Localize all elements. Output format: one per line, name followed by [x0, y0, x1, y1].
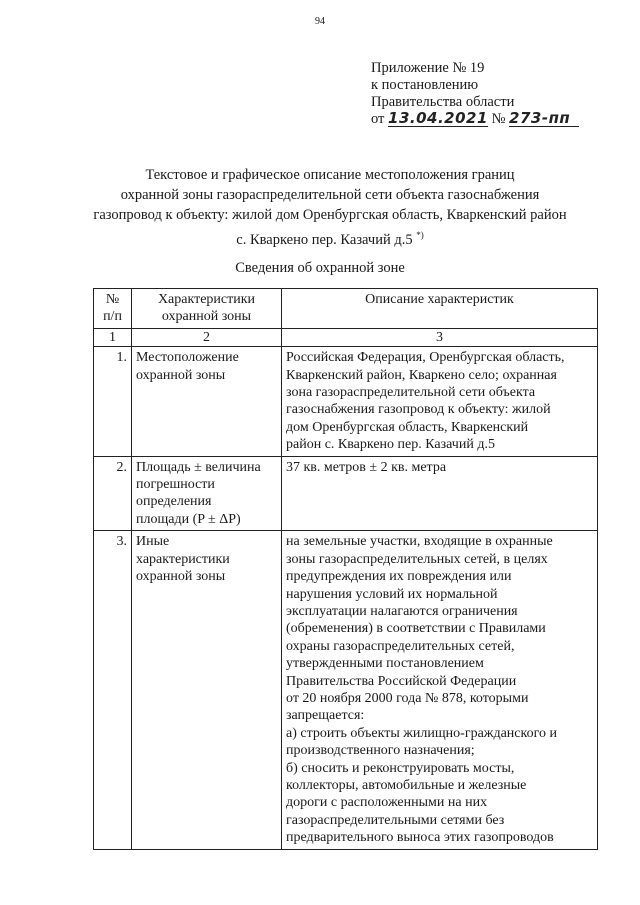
desc-line: утвержденными постановлением	[286, 656, 484, 672]
title-line-4-text: с. Кваркено пер. Казачий д.5	[236, 231, 413, 248]
page-number: 94	[315, 16, 325, 27]
date-prefix: от	[371, 111, 385, 127]
row-name	[132, 456, 282, 531]
appendix-line-3: Правительства области	[371, 94, 515, 110]
desc-line: охраны газораспределительных сетей,	[286, 638, 515, 654]
header-description: Описание характеристик	[282, 289, 598, 329]
header-char-line-2: охранной зоны	[161, 309, 252, 325]
row-name-line: Площадь ± величина	[136, 459, 261, 475]
appendix-line-1: Приложение № 19	[371, 60, 485, 76]
desc-line: запрещается:	[286, 708, 365, 724]
desc-line: эксплуатации налагаются ограничения	[286, 603, 518, 619]
row-name-line: Местоположение	[136, 350, 239, 366]
row-description	[282, 531, 598, 849]
header-num	[94, 289, 132, 329]
desc-line: (обременения) в соответствии с Правилами	[286, 621, 546, 637]
desc-line: производственного назначения;	[286, 743, 475, 759]
desc-line: Правительства Российской Федерации	[286, 673, 517, 689]
header-num-line-1: №	[105, 292, 120, 307]
desc-line: а) строить объекты жилищно-гражданского и	[286, 725, 557, 741]
desc-line: 37 кв. метров ± 2 кв. метра	[286, 459, 447, 475]
row-description	[282, 456, 598, 531]
desc-line: Российская Федерация, Оренбургская область,	[286, 350, 565, 366]
desc-line: зона газораспределительной сети объекта	[286, 385, 536, 401]
desc-line: предупреждения их повреждения или	[286, 569, 512, 585]
table-header-row	[94, 289, 598, 329]
row-name-line: определения	[136, 494, 212, 510]
appendix-date-line	[371, 111, 579, 128]
desc-line: коллекторы, автомобильные и железные	[286, 777, 527, 793]
desc-line: нарушения условий их нормальной	[286, 586, 498, 602]
title-line-4	[60, 225, 600, 250]
row-num: 1.	[94, 347, 132, 456]
desc-line: газораспределительными сетями без	[286, 812, 505, 828]
desc-line: Кваркенский район, Кваркено село; охранная	[286, 367, 557, 383]
desc-line: б) сносить и реконструировать мосты,	[286, 760, 515, 776]
row-name	[132, 531, 282, 849]
row-num: 2.	[94, 456, 132, 531]
title-line-3: газопровод к объекту: жилой дом Оренбургская область, Кваркенский район	[93, 207, 567, 223]
title-line-2: охранной зоны газораспределительной сети объекта газоснабжения	[120, 187, 540, 203]
row-name-line: характеристики	[136, 551, 230, 567]
section-subtitle: Сведения об охранной зоне	[235, 260, 405, 276]
table-row	[94, 456, 598, 531]
appendix-block	[371, 60, 579, 128]
desc-line: район с. Кваркено пер. Казачий д.5	[286, 437, 495, 453]
column-number-row	[94, 328, 598, 346]
handwritten-date: 13.04.2021	[388, 109, 488, 127]
title-line-1: Текстовое и графическое описание местоположения границ	[145, 167, 515, 183]
row-name-line: Иные	[136, 534, 170, 550]
appendix-line-2: к постановлению	[371, 77, 479, 93]
footnote-mark: *)	[416, 230, 424, 240]
row-name-line: охранной зоны	[136, 569, 226, 585]
row-name-line: площади (P ± ΔP)	[136, 511, 241, 527]
column-number: 2	[132, 328, 282, 346]
row-name	[132, 347, 282, 456]
header-characteristics	[132, 289, 282, 329]
row-description	[282, 347, 598, 456]
desc-line: предварительного выноса этих газопроводов	[286, 830, 554, 846]
desc-line: дом Оренбургская область, Кваркенский	[286, 419, 529, 435]
column-number: 1	[94, 328, 132, 346]
row-name-line: погрешности	[136, 477, 215, 493]
desc-line: на земельные участки, входящие в охранные	[286, 534, 553, 550]
header-num-line-2: п/п	[103, 309, 122, 325]
column-number: 3	[282, 328, 598, 346]
desc-line: газоснабжения газопровод к объекту: жилой	[286, 402, 551, 418]
header-char-line-1: Характеристики	[157, 292, 256, 307]
desc-line: от 20 ноября 2000 года № 878, которыми	[286, 690, 529, 706]
row-num: 3.	[94, 531, 132, 849]
document-title	[60, 165, 600, 250]
desc-line: дороги с расположенными на них	[286, 795, 488, 811]
desc-line: зоны газораспределительных сетей, в целях	[286, 551, 548, 567]
row-name-line: охранной зоны	[136, 367, 226, 383]
number-prefix: №	[491, 111, 506, 127]
table-row	[94, 531, 598, 849]
protection-zone-table	[93, 288, 598, 850]
handwritten-number: 273-пп	[509, 111, 579, 127]
table-row	[94, 347, 598, 456]
